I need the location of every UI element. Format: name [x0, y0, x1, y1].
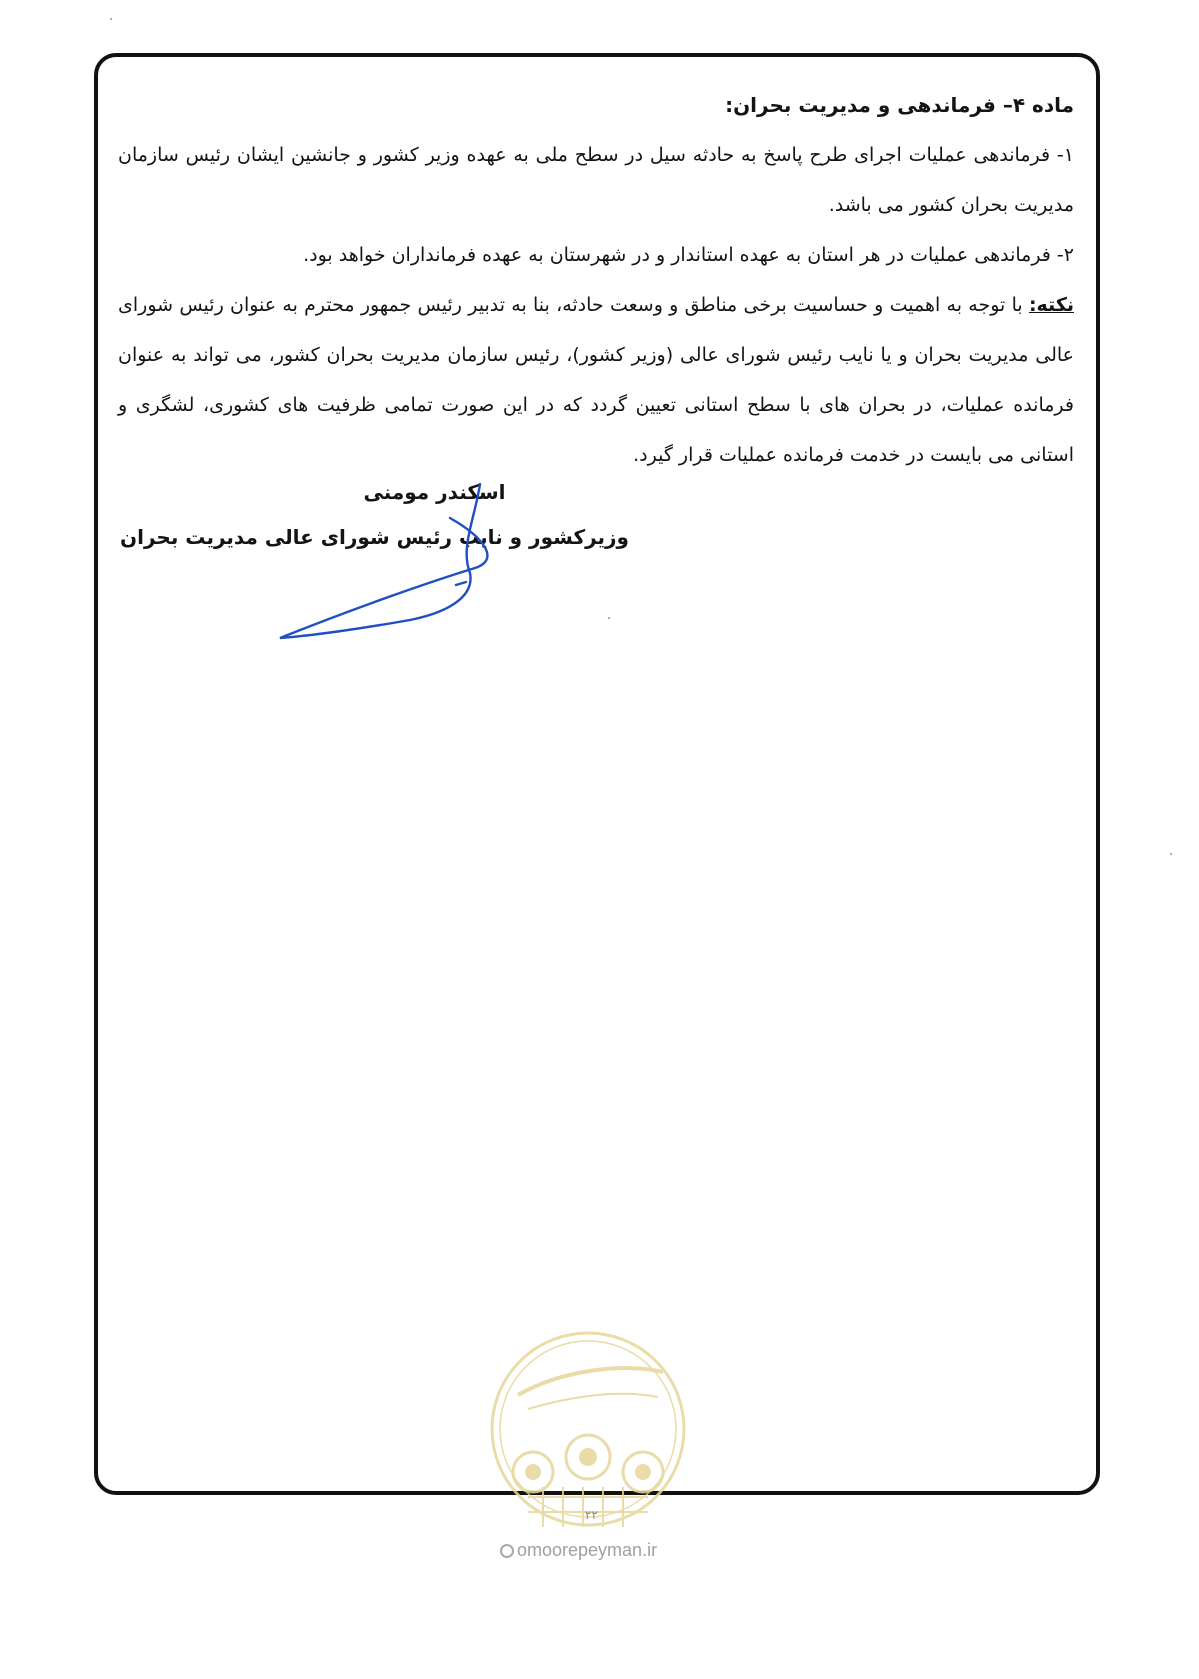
scan-speck — [1170, 853, 1172, 855]
note-label: نکته: — [1028, 294, 1074, 316]
handwritten-signature — [270, 478, 510, 648]
article-item-2: ۲- فرماندهی عملیات در هر استان به عهده استاندار و در شهرستان به عهده فرمانداران خواهد بود. — [303, 244, 1074, 266]
note-paragraph — [118, 280, 1074, 480]
signer-title: وزیرکشور و نایب رئیس شورای عالی مدیریت بحران — [120, 525, 629, 549]
article-item-1: ۱- فرماندهی عملیات اجرای طرح پاسخ به حادثه سیل در سطح ملی به عهده وزیر کشور و جانشین ایشان رئیس سازمان مدیریت بحران کشور می باشد. — [118, 144, 1074, 216]
scan-speck — [608, 617, 610, 619]
footer-url-text: omoorepeyman.ir — [517, 1540, 658, 1560]
article-heading: ماده ۴– فرماندهی و مدیریت بحران: — [725, 93, 1074, 117]
footer-watermark — [500, 1540, 657, 1561]
signer-name: اسکندر مومنی — [363, 480, 506, 504]
globe-icon — [500, 1544, 514, 1558]
scan-speck — [110, 18, 112, 20]
page-number: ۲۲ — [585, 1508, 598, 1522]
document-body — [118, 80, 1074, 480]
note-text: با توجه به اهمیت و حساسیت برخی مناطق و وسعت حادثه، بنا به تدبیر رئیس جمهور محترم به عنوان رئیس شورای عالی مدیریت بحران و یا نایب رئیس شورای عالی (وزیر کشور)، رئیس سازمان مدیریت بحران کشور، می تواند به عنوان فرمانده عملیات، در بحران های با سطح استانی تعیین گردد که در این صورت تمامی ظرفیت های کشوری، لشگری و استانی می بایست در خدمت فرمانده عملیات قرار گیرد. — [118, 294, 1074, 466]
